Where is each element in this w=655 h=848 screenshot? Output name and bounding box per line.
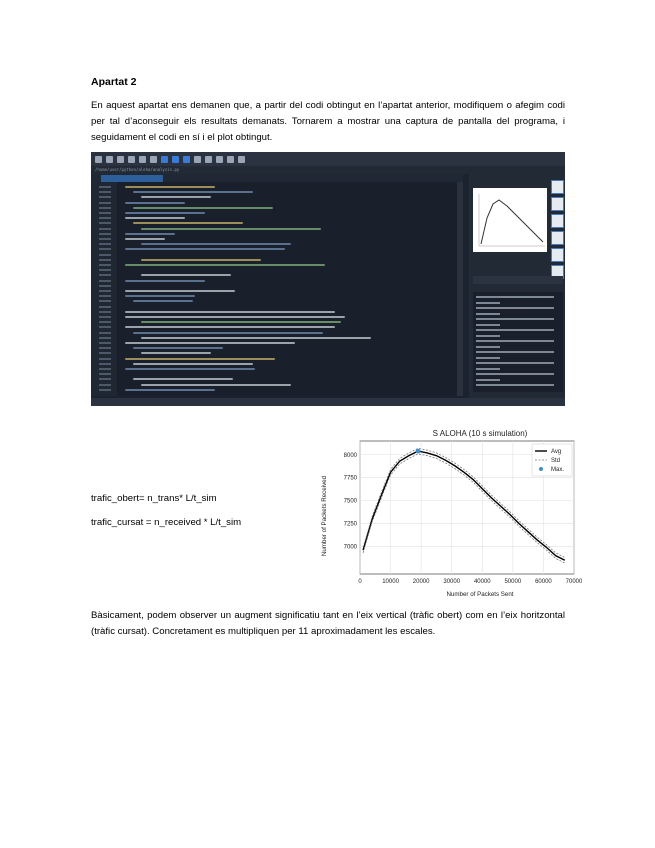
x-axis-label: Number of Packets Sent [446, 591, 514, 598]
formula-trafic-cursat: trafic_cursat = n_received * L/t_sim [91, 517, 242, 528]
x-tick-label: 40000 [473, 579, 491, 585]
y-axis-label: Number of Packets Received [321, 475, 328, 557]
y-tick-label: 7500 [343, 498, 357, 505]
y-tick-label: 7000 [343, 544, 357, 551]
intro-paragraph: En aquest apartat ens demanen que, a partir del codi obtingut en l’apartat anterior, modifiquem o afegim codi per tal d’aconseguir els resultats demanats. Tornarem a mostrar una captura de pantalla del programa, i seguidament el codi en sí i el plot obtingut. [91, 100, 565, 143]
x-tick-label: 20000 [412, 579, 430, 585]
plot-pane-preview [473, 188, 547, 252]
plot-thumbnails [551, 180, 565, 290]
legend-label: Std [551, 458, 561, 464]
conclusion-paragraph: Bàsicament, podem observer un augment significatiu tant en l’eix vertical (tràfic obert) com en l’eix horitzontal (tràfic cursat). Concretament es multipliquen per 11 aproximadament les escales. [91, 610, 565, 637]
x-tick-label: 0 [358, 579, 362, 585]
y-tick-label: 7750 [343, 475, 357, 482]
editor-scrollbar [457, 182, 463, 396]
status-bar [91, 398, 565, 406]
y-tick-label: 7250 [343, 521, 357, 528]
panel-tabbar [473, 276, 563, 284]
editor-tabbar [91, 174, 463, 182]
chart-title: S ALOHA (10 s simulation) [432, 429, 528, 438]
console-pane [473, 292, 563, 392]
legend-marker [539, 467, 543, 471]
y-tick-label: 8000 [343, 452, 357, 459]
x-tick-label: 10000 [382, 579, 399, 585]
formula-trafic-obert: trafic_obert= n_trans* L/t_sim [91, 493, 217, 504]
ide-path-bar: /home/user/python/aloha/analysis.py [91, 166, 565, 174]
code-editor [91, 174, 463, 396]
x-tick-label: 60000 [535, 579, 552, 585]
editor-tab [101, 175, 163, 182]
x-tick-label: 50000 [504, 579, 522, 585]
legend-label: Max. [551, 467, 565, 473]
legend-label: Avg [551, 449, 562, 455]
x-tick-label: 70000 [565, 579, 583, 585]
max-point [416, 449, 421, 454]
section-heading: Apartat 2 [91, 76, 137, 88]
ide-screenshot [91, 152, 565, 406]
aloha-chart [318, 424, 583, 600]
x-tick-label: 30000 [443, 579, 461, 585]
ide-toolbar [91, 152, 565, 166]
